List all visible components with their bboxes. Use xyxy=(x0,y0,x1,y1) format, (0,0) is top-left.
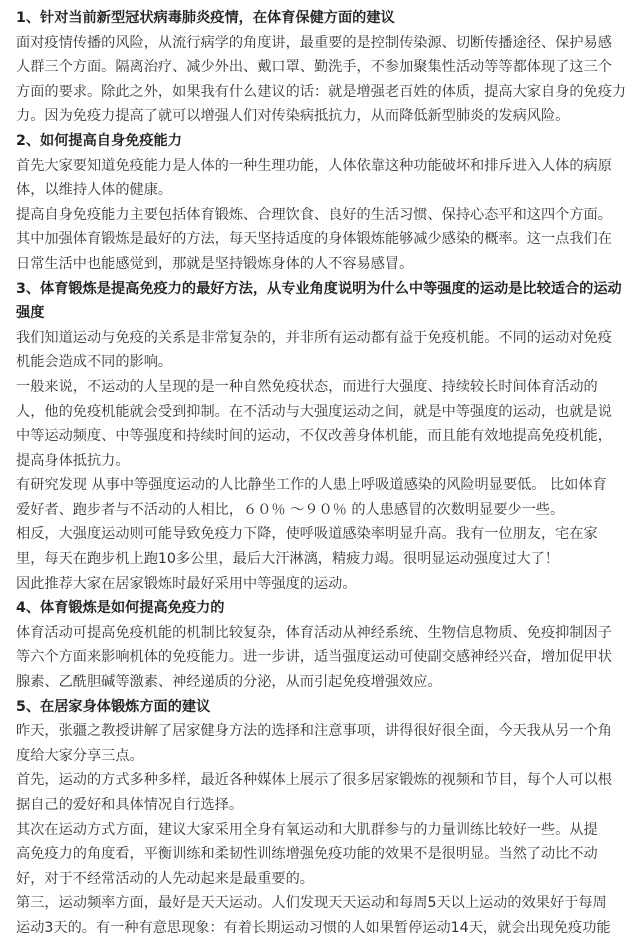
paragraph-line: 体育活动可提高免疫机能的机制比较复杂，体育活动从神经系统、生物信息物质、免疫抑制因子 xyxy=(16,624,612,641)
paragraph-line: 我们知道运动与免疫的关系是非常复杂的，并非所有运动都有益于免疫机能。不同的运动对免疫 xyxy=(16,329,612,346)
paragraph-line: 机能会造成不同的影响。 xyxy=(16,354,173,371)
paragraph-line: 等六个方面来影响机体的免疫能力。进一步讲，适当强度运动可使副交感神经兴奋，增加促甲状 xyxy=(16,649,612,666)
paragraph-line: 有研究发现 从事中等强度运动的人比静坐工作的人患上呼吸道感染的风险明显要低。 比如体育 xyxy=(16,477,607,494)
section-heading: 1、针对当前新型冠状病毒肺炎疫情，在体育保健方面的建议 xyxy=(16,10,395,26)
paragraph-line: 其次在运动方式方面，建议大家采用全身有氧运动和大肌群参与的力量训练比较好一些。从提 xyxy=(16,821,598,838)
paragraph-line: 方面的要求。除此之外，如果我有什么建议的话：就是增强老百姓的体质，提高大家自身的免疫力 xyxy=(16,83,626,100)
section-heading: 2、如何提高自身免疫能力 xyxy=(16,132,182,149)
paragraph-line: 运动3天的。有一种有意思现象：有着长期运动习惯的人如果暂停运动14天，就会出现免疫功能 xyxy=(16,919,611,936)
article-content xyxy=(16,6,626,941)
paragraph-line: 爱好者、跑步者与不活动的人相比，６０％ ～９０％ 的人患感冒的次数明显要少一些。 xyxy=(16,501,565,518)
section-heading: 4、体育锻炼是如何提高免疫力的 xyxy=(16,600,225,617)
paragraph-line: 首先大家要知道免疫能力是人体的一种生理功能，人体依靠这种功能破坏和排斥进入人体的病原 xyxy=(16,157,612,174)
section-heading: 5、在居家身体锻炼方面的建议 xyxy=(16,698,211,715)
section-heading: 强度 xyxy=(16,305,45,322)
paragraph-line: 第三，运动频率方面，最好是天天运动。人们发现天天运动和每周5天以上运动的效果好于每周 xyxy=(16,895,607,912)
paragraph-line: 一般来说，不运动的人呈现的是一种自然免疫状态，而进行大强度、持续较长时间体育活动的 xyxy=(16,378,598,395)
paragraph-line: 相反，大强度运动则可能导致免疫力下降，使呼吸道感染率明显升高。我有一位朋友，宅在家 xyxy=(16,526,598,543)
paragraph-line: 面对疫情传播的风险，从流行病学的角度讲，最重要的是控制传染源、切断传播途径、保护易感 xyxy=(16,34,612,51)
paragraph-line: 度给大家分享三点。 xyxy=(16,747,144,764)
paragraph-line: 首先，运动的方式多种多样，最近各种媒体上展示了很多居家锻炼的视频和节目，每个人可以根 xyxy=(16,772,612,789)
paragraph-line: 昨天，张疆之教授讲解了居家健身方法的选择和注意事项，讲得很好很全面，今天我从另一个角 xyxy=(16,723,612,740)
paragraph-line: 里，每天在跑步机上跑10多公里，最后大汗淋漓，精疲力竭。很明显运动强度过大了！ xyxy=(16,551,559,568)
paragraph-line: 据自己的爱好和具体情况自行选择。 xyxy=(16,797,244,813)
paragraph-line: 腺素、乙酰胆碱等激素、神经递质的分泌，从而引起免疫增强效应。 xyxy=(16,674,442,691)
paragraph-line: 人，他的免疫机能就会受到抑制。在不活动与大强度运动之间，就是中等强度的运动，也就是说 xyxy=(16,403,612,420)
paragraph-line: 提高身体抵抗力。 xyxy=(16,452,130,469)
paragraph-line: 体，以维持人体的健康。 xyxy=(16,182,173,199)
paragraph-line: 日常生活中也能感觉到，那就是坚持锻炼身体的人不容易感冒。 xyxy=(16,255,414,272)
section-heading: 3、体育锻炼是提高免疫力的最好方法，从专业角度说明为什么中等强度的运动是比较适合的运动 xyxy=(16,280,622,297)
paragraph-line: 好，对于不经常活动的人先动起来是最重要的。 xyxy=(16,870,314,887)
paragraph-line: 中等运动频度、中等强度和持续时间的运动，不仅改善身体机能，而且能有效地提高免疫机能， xyxy=(16,428,612,445)
paragraph-line: 高免疫力的角度看，平衡训练和柔韧性训练增强免疫功能的效果不是很明显。当然了动比不动 xyxy=(16,846,598,863)
paragraph-line: 人群三个方面。隔离治疗、减少外出、戴口罩、勤洗手，不参加聚集性活动等等都体现了这三个 xyxy=(16,59,612,76)
paragraph-line: 力。因为免疫力提高了就可以增强人们对传染病抵抗力，从而降低新型肺炎的发病风险。 xyxy=(16,108,570,125)
paragraph-line: 其中加强体育锻炼是最好的方法，每天坚持适度的身体锻炼能够减少感染的概率。这一点我们在 xyxy=(16,231,612,248)
paragraph-line: 提高自身免疫能力主要包括体育锻炼、合理饮食、良好的生活习惯、保持心态平和这四个方面。 xyxy=(16,206,612,223)
paragraph-line: 因此推荐大家在居家锻炼时最好采用中等强度的运动。 xyxy=(16,575,357,592)
